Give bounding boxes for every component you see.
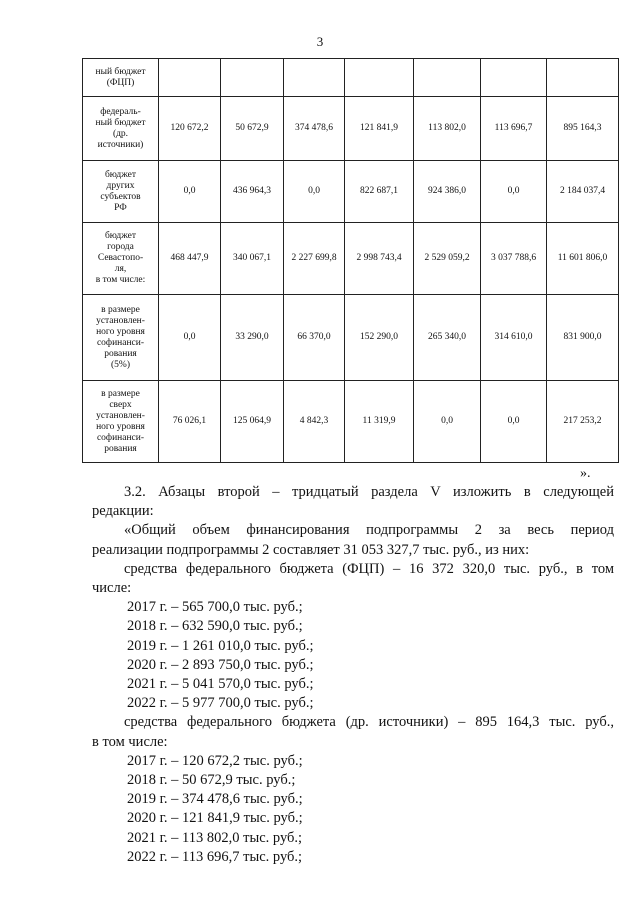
table-cell: 4 842,3	[284, 381, 345, 463]
page-number: 3	[316, 34, 324, 49]
table-cell: 895 164,3	[547, 97, 619, 161]
table-cell	[414, 59, 481, 97]
table-cell: 0,0	[284, 161, 345, 223]
paragraph-3-2-cont: редакции:	[92, 503, 154, 520]
row-label-line: субъектов	[100, 191, 141, 202]
row-label-line: установлен-	[96, 315, 145, 326]
table-cell: 822 687,1	[345, 161, 414, 223]
table-cell	[159, 59, 221, 97]
year-line: 2021 г. – 113 802,0 тыс. руб.;	[127, 829, 303, 846]
table-cell: 0,0	[481, 381, 547, 463]
table-cell: 76 026,1	[159, 381, 221, 463]
row-label-line: в размере	[101, 388, 140, 399]
table-cell: 314 610,0	[481, 295, 547, 381]
paragraph-3-2: 3.2. Абзацы второй – тридцатый раздела V изложить в следующей	[124, 484, 614, 500]
table-cell: 2 998 743,4	[345, 223, 414, 295]
row-label-line: в размере	[101, 304, 140, 315]
row-label-line: (др.	[112, 128, 129, 139]
row-label-line: ный бюджет	[95, 66, 146, 77]
table-cell: 265 340,0	[414, 295, 481, 381]
table-cell: 50 672,9	[221, 97, 284, 161]
row-label-line: ного уровня	[96, 421, 145, 432]
row-label-line: ный бюджет	[95, 117, 146, 128]
row-label	[83, 97, 159, 161]
row-label-line: РФ	[114, 202, 127, 213]
row-label-line: города	[107, 242, 134, 252]
row-label-line: рования	[104, 348, 137, 359]
row-label	[83, 59, 159, 97]
document-body	[92, 483, 614, 867]
table-row	[83, 97, 619, 161]
row-label-line: ного уровня	[96, 326, 145, 337]
table-cell: 113 696,7	[481, 97, 547, 161]
year-line: 2022 г. – 5 977 700,0 тыс. руб.;	[127, 695, 314, 712]
paragraph-total-cont: реализации подпрограммы 2 составляет 31 053 327,7 тыс. руб., из них:	[92, 541, 530, 558]
paragraph-fcp: средства федерального бюджета (ФЦП) – 16 372 320,0 тыс. руб., в том	[124, 560, 614, 577]
table-cell: 125 064,9	[221, 381, 284, 463]
table-cell	[284, 59, 345, 97]
table-row	[83, 59, 619, 97]
row-label-line: Севастопо-	[97, 253, 144, 263]
table-cell: 0,0	[159, 161, 221, 223]
table-row	[83, 223, 619, 295]
table-cell: 0,0	[159, 295, 221, 381]
other-years-list	[92, 752, 614, 867]
table-cell: 468 447,9	[159, 223, 221, 295]
year-line: 2017 г. – 565 700,0 тыс. руб.;	[127, 599, 303, 616]
paragraph-total: «Общий объем финансирования подпрограммы 2 за весь период	[124, 522, 614, 539]
row-label-line: софинанси-	[96, 337, 145, 348]
table-cell: 2 184 037,4	[547, 161, 619, 223]
paragraph-other: средства федерального бюджета (др. источники) – 895 164,3 тыс. руб.,	[124, 714, 614, 731]
table-cell: 120 672,2	[159, 97, 221, 161]
table-cell: 374 478,6	[284, 97, 345, 161]
year-line: 2019 г. – 374 478,6 тыс. руб.;	[127, 791, 303, 808]
table-cell: 121 841,9	[345, 97, 414, 161]
table-row	[83, 295, 619, 381]
table-cell: 2 227 699,8	[284, 223, 345, 295]
table-cell	[345, 59, 414, 97]
fcp-years-list	[92, 598, 614, 713]
table-cell: 340 067,1	[221, 223, 284, 295]
year-line: 2018 г. – 632 590,0 тыс. руб.;	[127, 618, 303, 635]
table-cell: 831 900,0	[547, 295, 619, 381]
row-label-line: источники)	[97, 139, 144, 150]
row-label-line: бюджет	[104, 231, 137, 241]
year-line: 2018 г. – 50 672,9 тыс. руб.;	[127, 772, 296, 789]
row-label	[83, 223, 159, 295]
table-cell	[481, 59, 547, 97]
paragraph-other-cont: в том числе:	[92, 733, 168, 750]
year-line: 2021 г. – 5 041 570,0 тыс. руб.;	[127, 676, 314, 693]
table-cell: 217 253,2	[547, 381, 619, 463]
closing-quote: ».	[580, 466, 591, 481]
table-cell: 152 290,0	[345, 295, 414, 381]
table-row	[83, 161, 619, 223]
paragraph-fcp-cont: числе:	[92, 580, 132, 597]
row-label-line: сверх	[109, 399, 132, 410]
row-label-line: ля,	[114, 264, 127, 274]
table-cell: 3 037 788,6	[481, 223, 547, 295]
year-line: 2020 г. – 121 841,9 тыс. руб.;	[127, 810, 303, 827]
row-label-line: в том числе:	[95, 275, 146, 285]
year-line: 2022 г. – 113 696,7 тыс. руб.;	[127, 848, 303, 865]
row-label	[83, 381, 159, 463]
table-cell: 924 386,0	[414, 161, 481, 223]
row-label-line: (ФЦП)	[106, 77, 135, 88]
year-line: 2019 г. – 1 261 010,0 тыс. руб.;	[127, 637, 314, 654]
row-label	[83, 295, 159, 381]
table-cell: 33 290,0	[221, 295, 284, 381]
table-cell	[221, 59, 284, 97]
table-cell: 2 529 059,2	[414, 223, 481, 295]
table-cell: 113 802,0	[414, 97, 481, 161]
financing-table	[82, 58, 619, 463]
row-label-line: (5%)	[111, 359, 130, 370]
row-label-line: установлен-	[96, 410, 145, 421]
row-label	[83, 161, 159, 223]
row-label-line: федераль-	[100, 106, 141, 117]
table-cell	[547, 59, 619, 97]
row-label-line: других	[106, 180, 135, 191]
row-label-line: софинанси-	[96, 432, 145, 443]
table-cell: 0,0	[481, 161, 547, 223]
year-line: 2017 г. – 120 672,2 тыс. руб.;	[127, 752, 303, 769]
table-row	[83, 381, 619, 463]
year-line: 2020 г. – 2 893 750,0 тыс. руб.;	[127, 656, 314, 673]
table-cell: 66 370,0	[284, 295, 345, 381]
table-cell: 11 601 806,0	[547, 223, 619, 295]
table-cell: 0,0	[414, 381, 481, 463]
table-cell: 436 964,3	[221, 161, 284, 223]
row-label-line: бюджет	[104, 169, 137, 180]
row-label-line: рования	[104, 443, 137, 454]
table-cell: 11 319,9	[345, 381, 414, 463]
